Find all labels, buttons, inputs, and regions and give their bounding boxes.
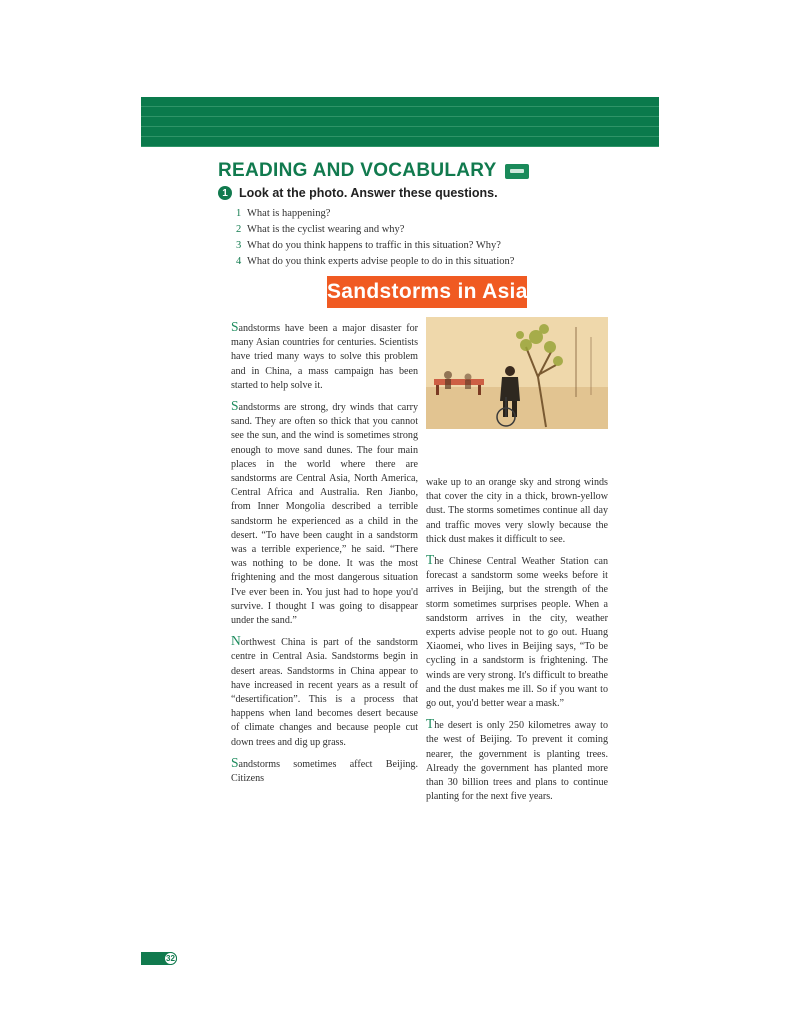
question-number: 2 — [236, 224, 242, 235]
paragraph-text: orthwest China is part of the sandstorm centre in Central Asia. Sandstorms begin in desert areas. Sandstorms in China appear to have increased in recent years as a result of “desertification”. This is a process that happens when land becomes desert because of climate changes and because people cut down trees and dig up grass. — [231, 637, 418, 748]
paragraph-initial: T — [426, 552, 435, 568]
article-paragraph — [426, 717, 608, 804]
exercise-heading — [218, 186, 498, 200]
article-title: Sandstorms in Asia — [327, 276, 527, 308]
exercise-instruction: Look at the photo. Answer these questions. — [239, 186, 498, 200]
question-number: 3 — [236, 240, 242, 251]
question-item — [236, 222, 514, 238]
question-text: What is happening? — [247, 208, 331, 219]
paragraph-initial: S — [231, 754, 239, 770]
paragraph-initial: T — [426, 716, 435, 732]
question-item — [236, 254, 514, 270]
paragraph-initial: N — [231, 633, 241, 649]
article-paragraph — [426, 474, 608, 547]
paragraph-text: andstorms are strong, dry winds that carry sand. They are often so thick that you cannot see the sun, and the wind is sometimes strong enough to move sand dunes. The four main places in the world where there are sandstorms are Central Asia, North America, Central Africa and Australia. Ren Jianbo, from Inner Mongolia described a terrible sandstorm he experienced as a child in the desert. “To have been caught in a sandstorm was a terrible experience,” he said. “There was nothing to be done. It was the most frightening and the most dangerous situation I've ever been in. You just had to hope you'd survive. I thought I was going to disappear under the sand.” — [231, 402, 418, 627]
page-number: 32 — [164, 952, 177, 965]
section-heading — [218, 160, 529, 182]
paragraph-text: andstorms sometimes affect Beijing. Citizens — [231, 758, 418, 785]
article-left-column — [231, 320, 418, 792]
article-paragraph — [426, 553, 608, 711]
question-list — [236, 206, 514, 270]
paragraph-text: andstorms have been a major disaster for many Asian countries for centuries. Scientists have tried many ways to solve this problem and in China, a mass campaign has been started to help solve it. — [231, 323, 418, 391]
paragraph-text: he Chinese Central Weather Station can forecast a sandstorm some weeks before it arrives in Beijing, but the strength of the storm sometimes surprises people. When a sandstorm arrives in the city, weather experts advise people not to go out. Huang Xiaomei, who lives in Beijing says, “To be cycling in a sandstorm is frightening. The winds are very strong. It's difficult to breathe and the dust makes me ill. So if you want to go out, you'd better wear a mask.” — [426, 556, 608, 710]
article-paragraph — [231, 756, 418, 786]
question-number: 4 — [236, 256, 242, 267]
question-item — [236, 238, 514, 254]
exercise-number: 1 — [218, 186, 232, 200]
article-paragraph — [231, 399, 418, 628]
header-banner — [141, 97, 659, 147]
question-text: What do you think experts advise people to do in this situation? — [247, 256, 515, 267]
sandstorm-photo — [426, 317, 608, 429]
article-paragraph — [231, 634, 418, 750]
paragraph-initial: S — [231, 398, 239, 414]
section-title: READING AND VOCABULARY — [218, 160, 497, 181]
paragraph-initial: S — [231, 319, 239, 334]
sandstorm-photo-image — [426, 317, 608, 429]
paragraph-text: he desert is only 250 kilometres away to the west of Beijing. To prevent it coming nearer, the government is planting trees. Already the government has planted more than 30 billion trees and plans to continue planting for the next five years. — [426, 720, 608, 803]
paragraph-text: wake up to an orange sky and strong winds that cover the city in a thick, brown-yellow dust. The storms sometimes continue all day and traffic moves very slowly because the thick dust makes it difficult to see. — [426, 477, 608, 545]
question-number: 1 — [236, 208, 242, 219]
question-text: What do you think happens to traffic in this situation? Why? — [247, 240, 501, 251]
article-paragraph — [231, 320, 418, 393]
question-text: What is the cyclist wearing and why? — [247, 224, 405, 235]
article-right-column — [426, 474, 608, 810]
audio-cd-icon[interactable] — [505, 164, 529, 179]
question-item — [236, 206, 514, 222]
